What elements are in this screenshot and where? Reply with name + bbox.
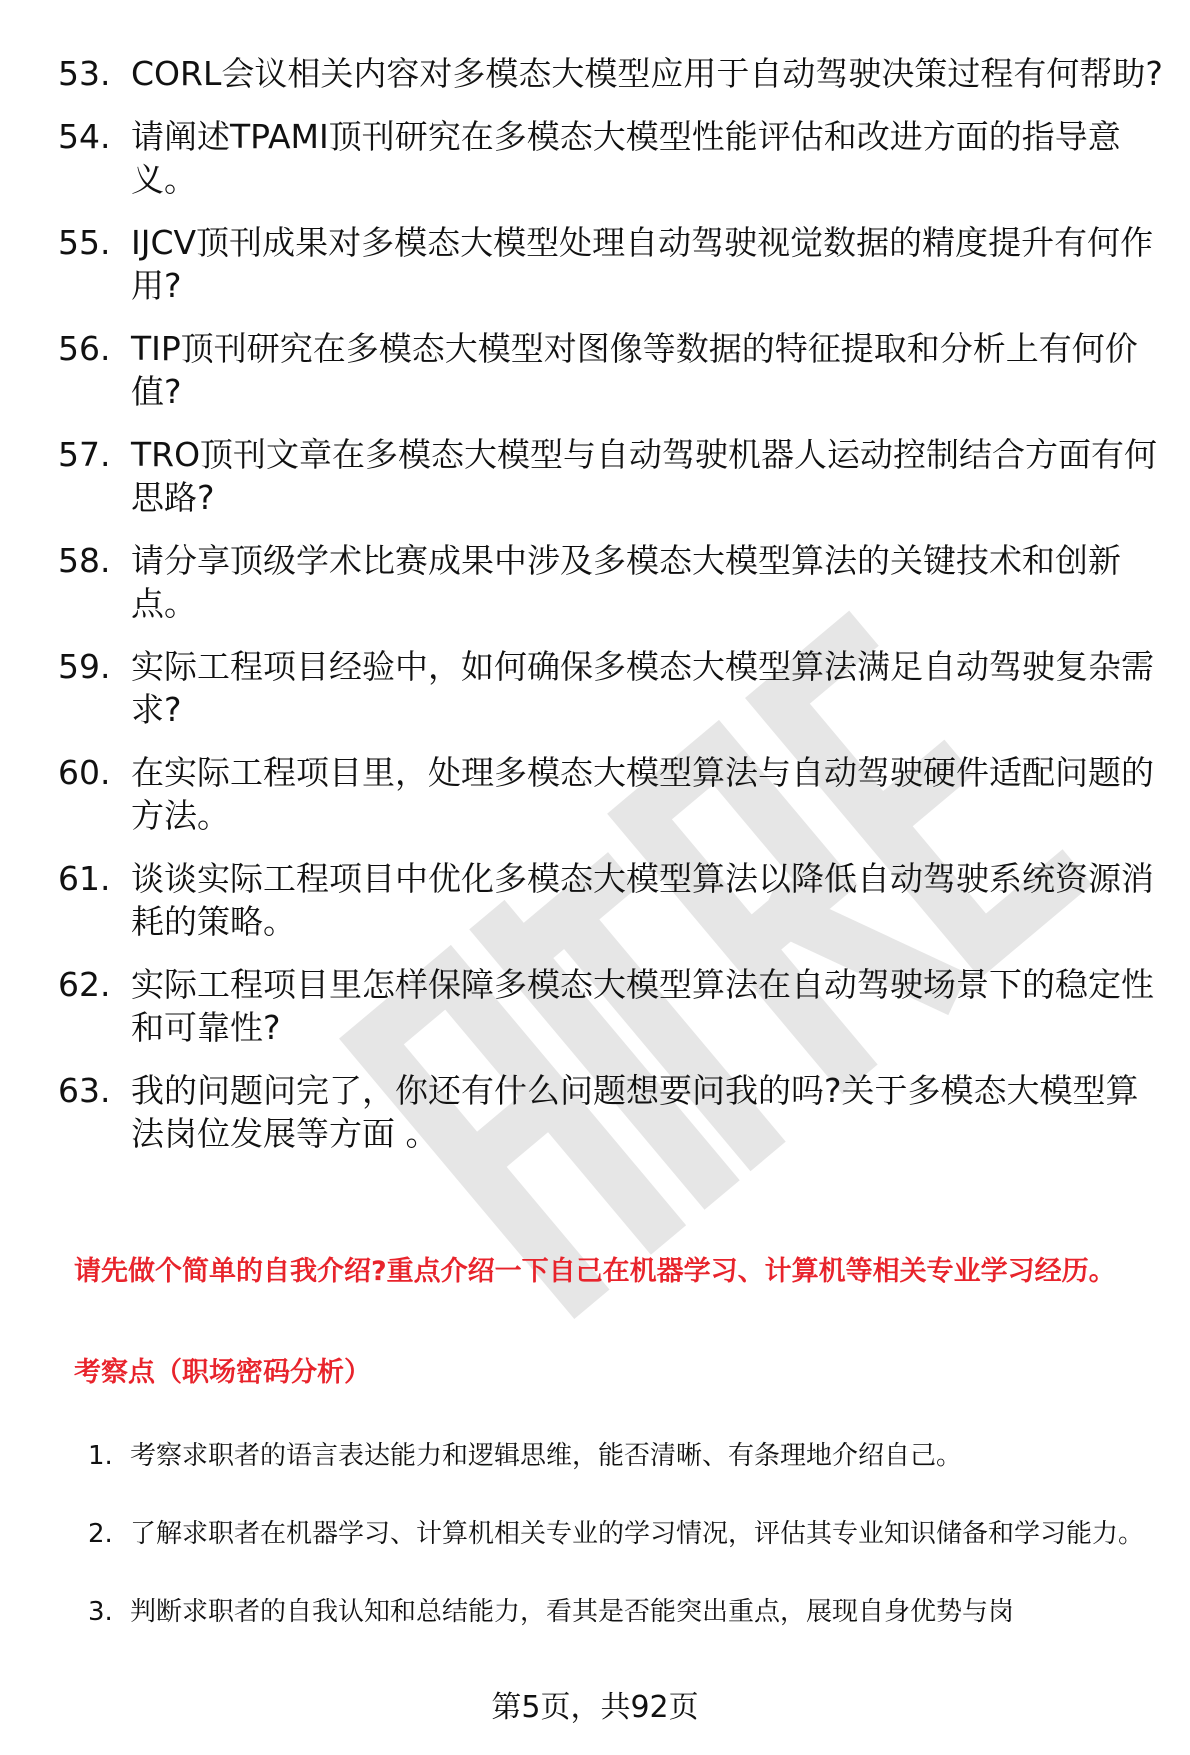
item-number: 63. [58, 1071, 111, 1110]
item-number: 55. [58, 223, 111, 262]
question-list [58, 52, 1168, 1175]
list-item [58, 52, 1168, 95]
list-item [58, 645, 1168, 731]
list-item [58, 751, 1168, 837]
item-number: 2. [88, 1519, 113, 1549]
item-text: 判断求职者的自我认知和总结能力，看其是否能突出重点，展现自身优势与岗 [130, 1597, 1015, 1627]
item-text: IJCV顶刊成果对多模态大模型处理自动驾驶视觉数据的精度提升有何作用? [131, 223, 1154, 305]
list-item [58, 539, 1168, 625]
item-number: 53. [58, 54, 111, 93]
list-item [88, 1584, 1170, 1640]
list-item [88, 1428, 1170, 1484]
list-item [88, 1506, 1170, 1562]
list-item [58, 1069, 1168, 1155]
section-heading: 考察点（职场密码分析） [74, 1357, 371, 1388]
item-text: 请分享顶级学术比赛成果中涉及多模态大模型算法的关键技术和创新点。 [131, 541, 1121, 623]
item-number: 59. [58, 647, 111, 686]
item-text: 我的问题问完了，你还有什么问题想要问我的吗?关于多模态大模型算法岗位发展等方面 。 [131, 1071, 1139, 1153]
item-number: 3. [88, 1597, 113, 1627]
item-text: TRO顶刊文章在多模态大模型与自动驾驶机器人运动控制结合方面有何思路? [131, 435, 1158, 517]
item-number: 61. [58, 859, 111, 898]
point-list [88, 1428, 1170, 1662]
list-item [58, 857, 1168, 943]
highlighted-question: 请先做个简单的自我介绍?重点介绍一下自己在机器学习、计算机等相关专业学习经历。 [74, 1256, 1116, 1287]
item-text: CORL会议相关内容对多模态大模型应用于自动驾驶决策过程有何帮助? [131, 54, 1163, 93]
item-number: 58. [58, 541, 111, 580]
item-text: 在实际工程项目里，处理多模态大模型算法与自动驾驶硬件适配问题的方法。 [131, 753, 1154, 835]
list-item [58, 963, 1168, 1049]
list-item [58, 433, 1168, 519]
list-item [58, 327, 1168, 413]
item-text: 请阐述TPAMI顶刊研究在多模态大模型性能评估和改进方面的指导意义。 [131, 117, 1121, 199]
item-text: 谈谈实际工程项目中优化多模态大模型算法以降低自动驾驶系统资源消耗的策略。 [131, 859, 1154, 941]
page-footer: 第5页，共92页 [491, 1690, 699, 1725]
item-number: 57. [58, 435, 111, 474]
item-text: 实际工程项目经验中，如何确保多模态大模型算法满足自动驾驶复杂需求? [131, 647, 1154, 729]
item-number: 1. [88, 1441, 113, 1471]
list-item [58, 221, 1168, 307]
item-number: 60. [58, 753, 111, 792]
item-text: 了解求职者在机器学习、计算机相关专业的学习情况，评估其专业知识储备和学习能力。 [130, 1519, 1145, 1549]
item-text: 考察求职者的语言表达能力和逻辑思维，能否清晰、有条理地介绍自己。 [130, 1441, 963, 1471]
item-text: 实际工程项目里怎样保障多模态大模型算法在自动驾驶场景下的稳定性和可靠性? [131, 965, 1154, 1047]
item-number: 54. [58, 117, 111, 156]
item-number: 62. [58, 965, 111, 1004]
item-number: 56. [58, 329, 111, 368]
list-item [58, 115, 1168, 201]
item-text: TIP顶刊研究在多模态大模型对图像等数据的特征提取和分析上有何价值? [131, 329, 1138, 411]
